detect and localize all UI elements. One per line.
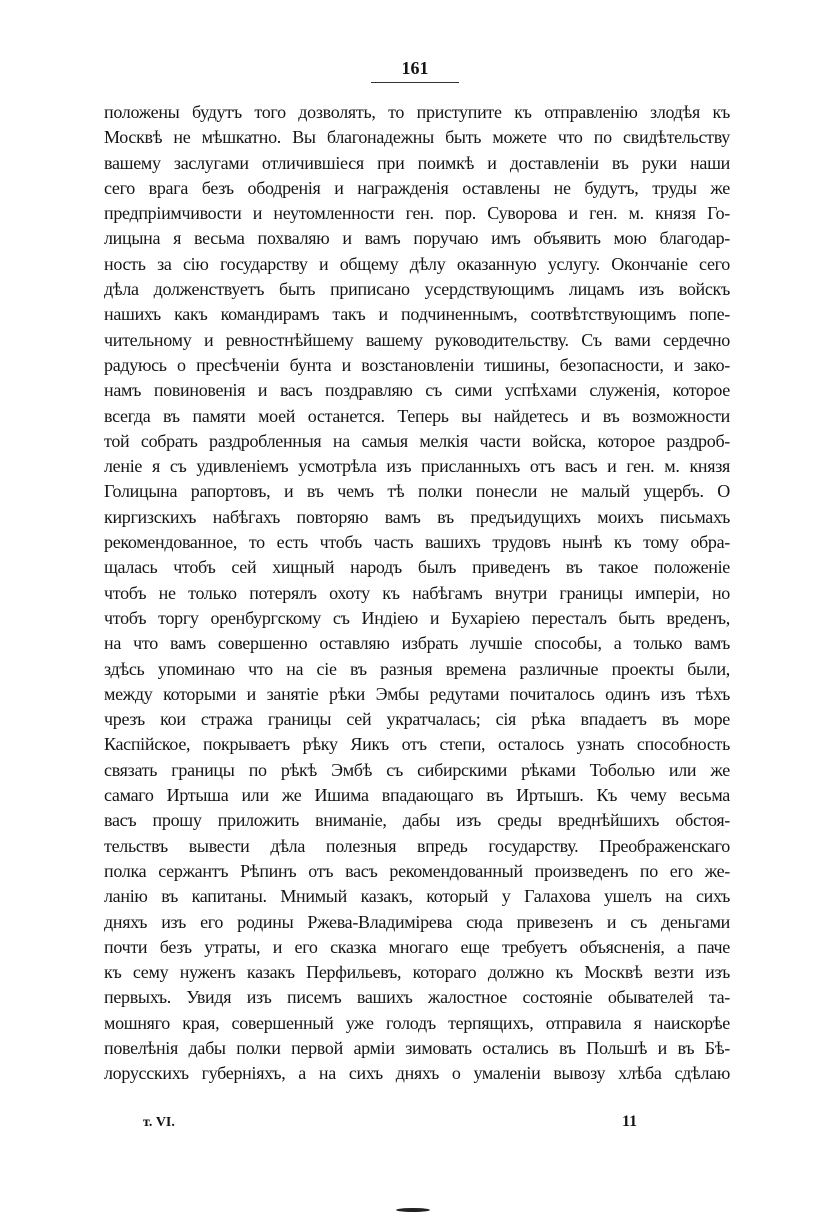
text-line: предпріимчивости и неутомленности ген. пор. Суворова и ген. м. князя Го- (104, 203, 730, 224)
text-line: Каспійское, покрываетъ рѣку Яикъ отъ степи, осталось узнать способность (104, 734, 730, 755)
text-line: васъ прошу приложить вниманіе, дабы изъ среды вреднѣйшихъ обстоя- (104, 810, 730, 831)
text-line: той собрать раздробленныя на самыя мелкія части войска, которое раздроб- (104, 430, 730, 451)
text-line: на что вамъ совершенно оставляю избрать лучшіе способы, а только вамъ (104, 633, 730, 654)
text-line: дняхъ изъ его родины Ржева-Владимірева сюда привезенъ и съ деньгами (104, 911, 730, 932)
text-line: дѣла долженствуетъ быть приписано усердствующимъ лицамъ изъ войскъ (104, 279, 730, 300)
text-line: щалась чтобъ сей хищный народъ былъ приведенъ въ такое положеніе (104, 557, 730, 578)
text-line: леніе я съ удивленіемъ усмотрѣла изъ присланныхъ отъ васъ и ген. м. князя (104, 456, 730, 477)
text-line: къ сему нуженъ казакъ Перфильевъ, котораго должно къ Москвѣ везти изъ (104, 962, 730, 983)
text-line: положены будутъ того дозволять, то приступите къ отправленію злодѣя къ (104, 102, 730, 122)
text-line: лорусскихъ губерніяхъ, а на сихъ дняхъ о умаленіи вывозу хлѣба сдѣлаю (104, 1063, 730, 1084)
text-line: повелѣнія дабы полки первой арміи зимовать остались въ Польшѣ и въ Бѣ- (104, 1037, 730, 1058)
text-line: вашему заслугами отличившіеся при поимкѣ и доставленіи въ руки наши (104, 152, 730, 173)
text-line: киргизскихъ набѣгахъ повторяю вамъ въ предъидущихъ моихъ письмахъ (104, 506, 730, 527)
body-text (104, 100, 730, 1087)
text-line: между которыми и занятіе рѣки Эмбы редутами почиталось одинъ изъ тѣхъ (104, 683, 730, 704)
text-line: первыхъ. Увидя изъ писемъ вашихъ жалостное состояніе обывателей та- (104, 987, 730, 1008)
text-line: тельствъ вывести дѣла полезныя впредь государству. Преображенскаго (104, 835, 730, 856)
text-line: самаго Иртыша или же Ишима впадающаго въ Иртышъ. Къ чему весьма (104, 785, 730, 806)
page-number: 161 (401, 58, 429, 78)
text-line: мошняго края, совершенный уже голодъ терпящихъ, отправила я наискорѣе (104, 1012, 730, 1033)
footer-signature: 11 (622, 1113, 638, 1130)
text-line: чтобъ не только потерялъ охоту къ набѣгамъ внутри границы имперіи, но (104, 582, 730, 603)
text-line: Голицына рапортовъ, и въ чемъ тѣ полки понесли не малый ущербъ. О (104, 481, 730, 502)
text-line: нашихъ какъ командирамъ такъ и подчиненнымъ, соотвѣтствующимъ попе- (104, 304, 730, 325)
text-line: почти безъ утраты, и его сказка многаго еще требуетъ объясненія, а паче (104, 936, 730, 957)
text-line: намъ повиновенія и васъ поздравляю съ сими успѣхами служенія, которое (104, 380, 730, 401)
text-line: сего врага безъ ободренія и награжденія оставлены не будутъ, труды же (104, 177, 730, 198)
text-line: Москвѣ не мѣшкатно. Вы благонадежны быть можете что по свидѣтельству (104, 127, 730, 148)
text-line: рекомендованное, то есть чтобъ часть вашихъ трудовъ нынѣ къ тому обра- (104, 532, 730, 553)
text-line: полка сержантъ Рѣпинъ отъ васъ рекомендованный произведенъ по его же- (104, 860, 730, 881)
page-number-rule (371, 82, 459, 83)
text-line: чительному и ревностнѣйшему вашему руководительству. Съ вами сердечно (104, 329, 730, 350)
text-line: всегда въ памяти моей останется. Теперь вы найдетесь и въ возможности (104, 405, 730, 426)
text-line: ланію въ капитаны. Мнимый казакъ, который у Галахова ушелъ на сихъ (104, 886, 730, 907)
text-line: лицына я весьма похваляю и вамъ поручаю имъ объявить мою благодар- (104, 228, 730, 249)
footer-volume: т. VI. (143, 1115, 175, 1130)
text-line: чтобъ торгу оренбургскому съ Индіею и Бухаріею пересталъ быть вреденъ, (104, 607, 730, 628)
text-line: чрезъ кои стража границы сей укратчалась; сія рѣка впадаетъ въ море (104, 709, 730, 730)
text-line: радуюсь о пресѣченіи бунта и возстановленіи тишины, безопасности, и зако- (104, 354, 730, 375)
bottom-ornament (396, 1208, 430, 1212)
text-line: ность за сію государству и общему дѣлу оказанную услугу. Окончаніе сего (104, 253, 730, 274)
text-line: связать границы по рѣкѣ Эмбѣ съ сибирскими рѣками Тоболью или же (104, 759, 730, 780)
text-line: здѣсь упоминаю что на сіе въ разныя времена различные проекты были, (104, 658, 730, 679)
